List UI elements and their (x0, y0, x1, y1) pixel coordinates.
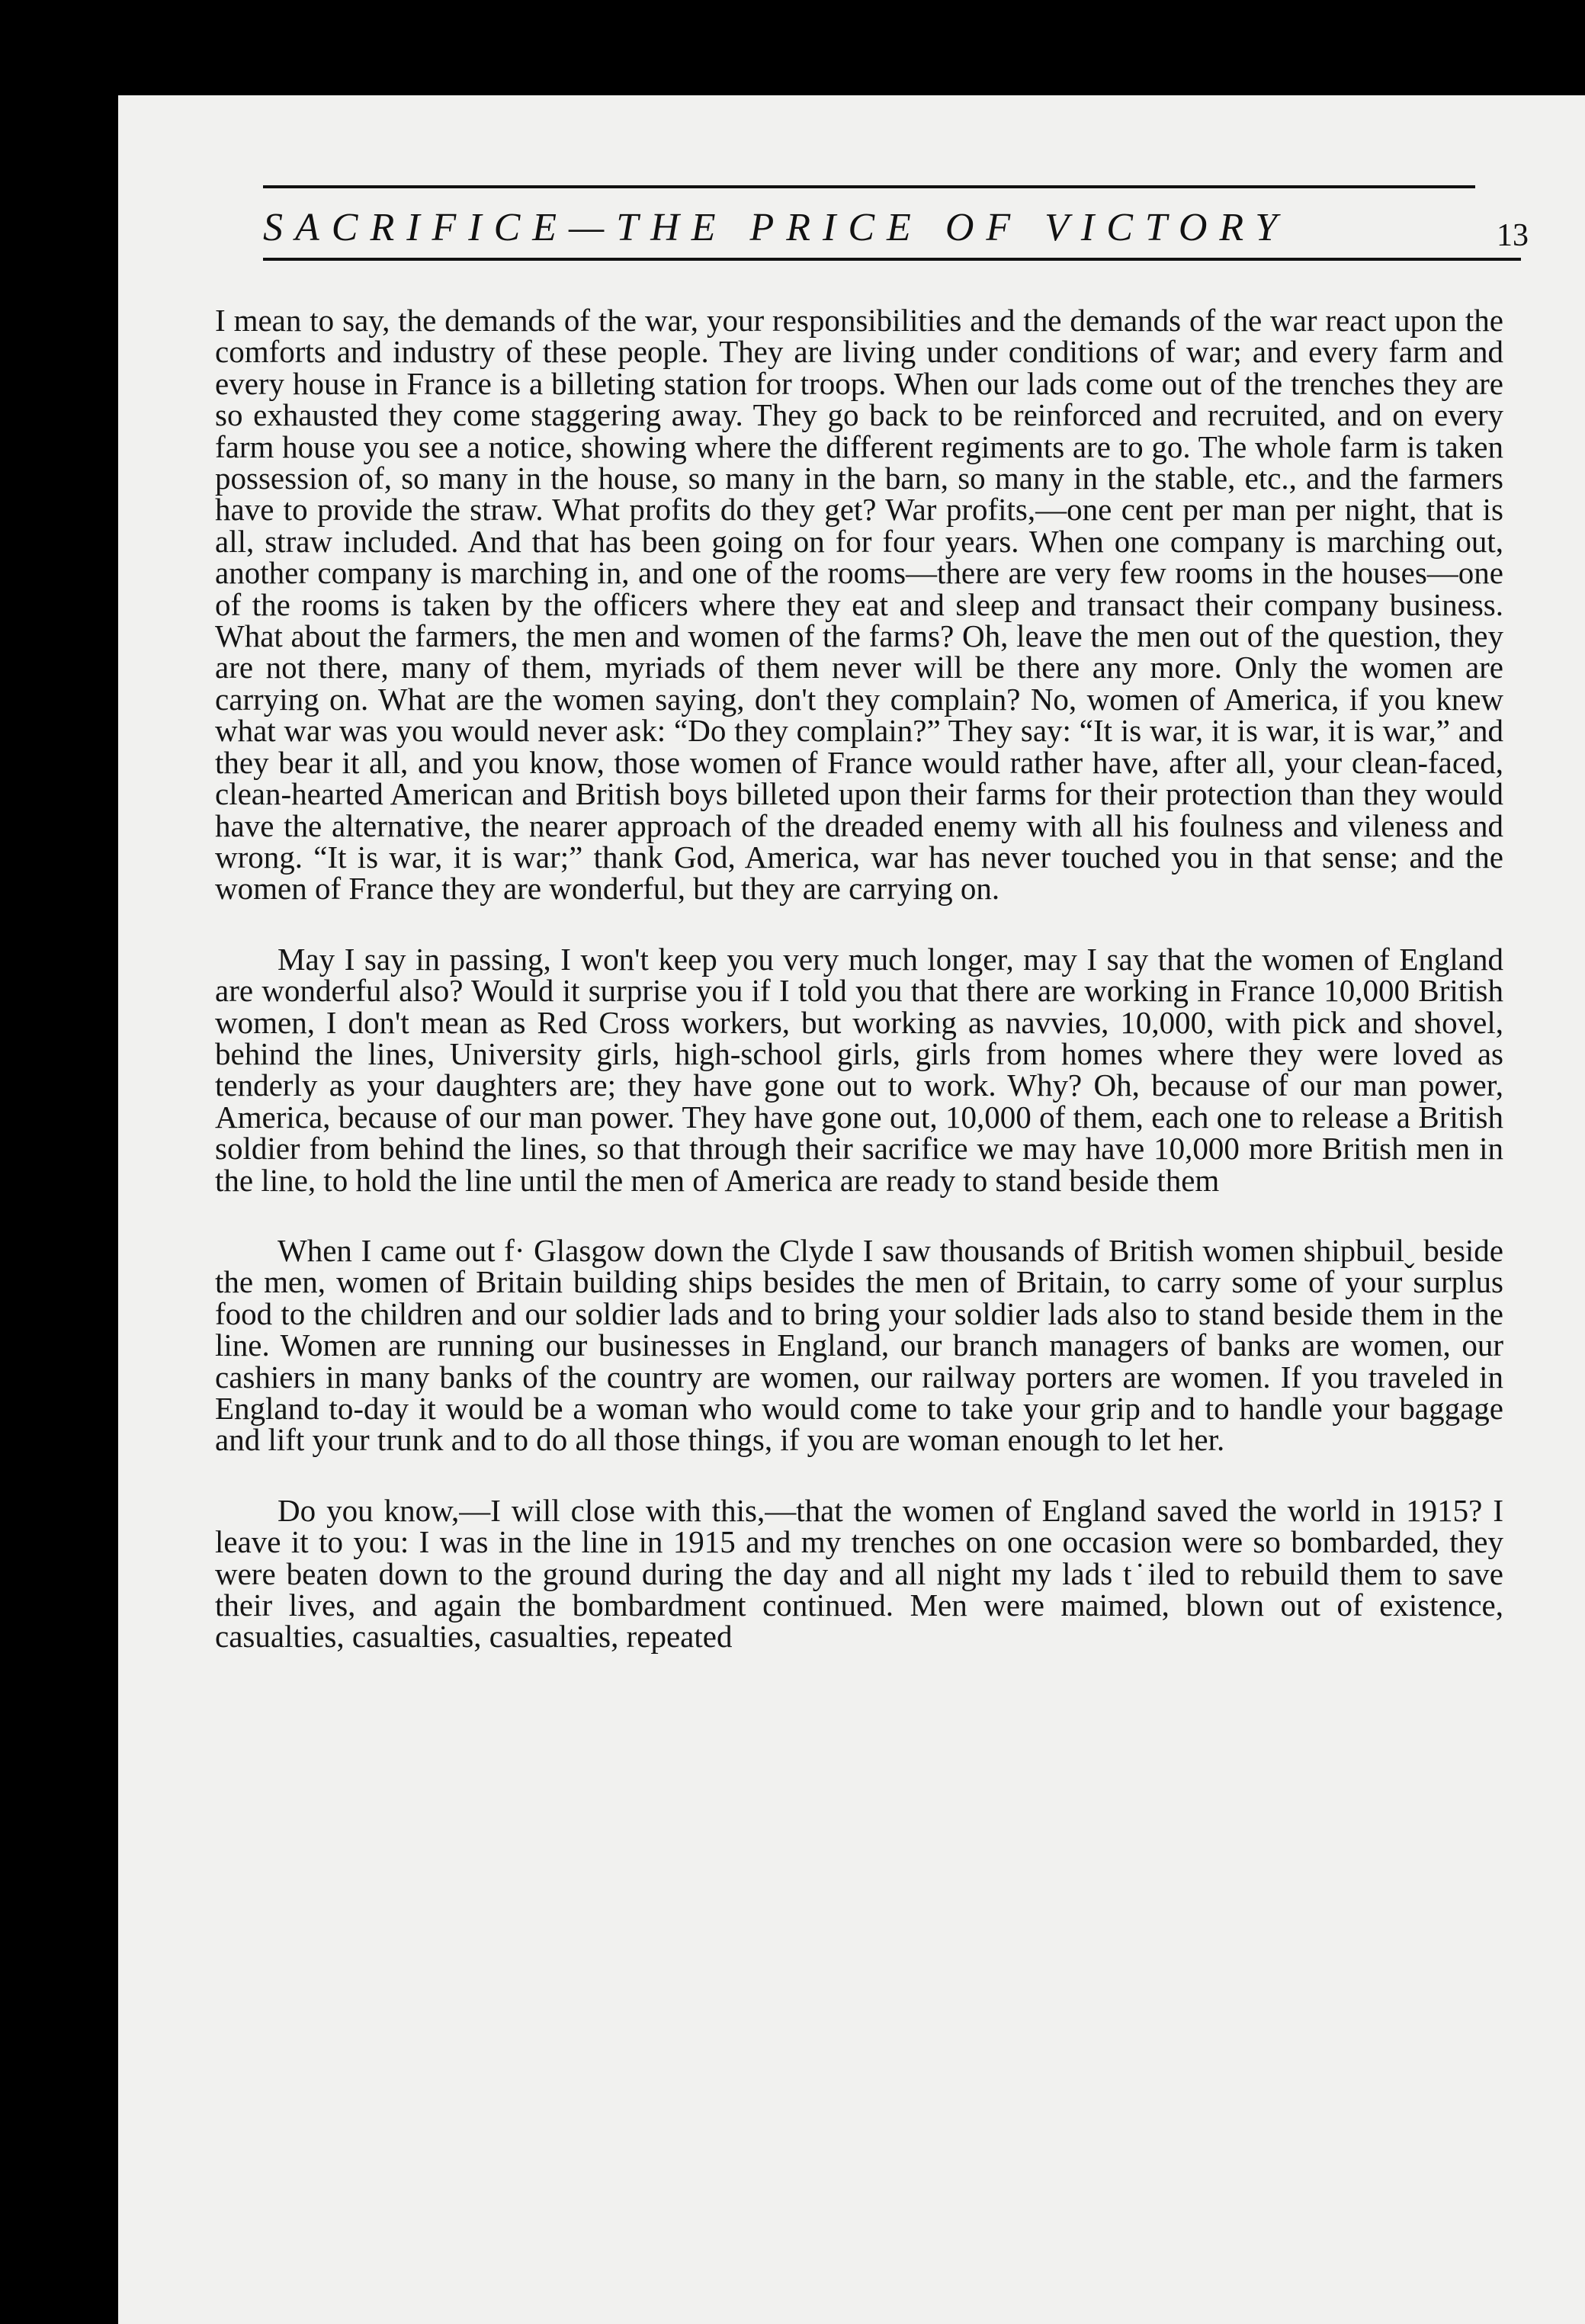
header-bottom-rule (263, 258, 1521, 261)
running-title: SACRIFICE—THE PRICE OF VICTORY (263, 206, 1290, 249)
page-header (263, 185, 1529, 261)
body-text (215, 305, 1503, 1692)
page-number: 13 (1497, 218, 1529, 253)
paragraph-4: Do you know,—I will close with this,—that the women of England saved the world in 1915? I leave it to you: I was in the line in 1915 and my trenches on one occasion were so bombarded, they were beaten down to the ground during the day and all night my lads t˙iled to rebuild them to save their lives, and again the bombardment continued. Men were maimed, blown out of existence, casualties, casualties, casualties, repeated (215, 1492, 1503, 1655)
header-top-rule (263, 185, 1475, 188)
paragraph-2: May I say in passing, I won't keep you very much longer, may I say that the women of England are wonderful also? Would it surprise you if I told you that there are working in France 10,000 British women, I don't mean as Red Cross workers, but working as navvies, 10,000, with pick and shovel, behind the lines, University girls, high-school girls, girls from homes where they were loved as tenderly as your daughters are; they have gone out to work. Why? Oh, because of our man power, America, because of our man power. They have gone out, 10,000 of them, each one to release a British soldier from behind the lines, so that through their sacrifice we may have 10,000 more British men in the line, to hold the line until the men of America are ready to stand beside them (215, 941, 1503, 1198)
paragraph-3: When I came out f· Glasgow down the Clyde I saw thousands of British women shipbuilˬ beside the men, women of Britain building ships besides the men of Britain, to carry some of your surplus food to the children and our soldier lads and to bring your soldier lads also to stand beside them in the line. Women are running our businesses in England, our branch managers of banks are women, our cashiers in many banks of the country are women, our railway porters are women. If you traveled in England to-day it would be a woman who would come to take your grip and to handle your baggage and lift your trunk and to do all those things, if you are woman enough to let her. (215, 1232, 1503, 1458)
paragraph-1: I mean to say, the demands of the war, your responsibilities and the demands of the war react upon the comforts and industry of these people. They are living under conditions of war; and every farm and every house in France is a billeting station for troops. When our lads come out of the trenches they are so exhausted they come staggering away. They go back to be reinforced and recruited, and on every farm house you see a notice, showing where the different regiments are to go. The whole farm is taken possession of, so many in the house, so many in the barn, so many in the stable, etc., and the farmers have to provide the straw. What profits do they get? War profits,—one cent per man per night, that is all, straw included. And that has been going on for four years. When one company is marching out, another company is marching in, and one of the rooms—there are very few rooms in the houses—one of the rooms is taken by the officers where they eat and sleep and transact their company business. What about the farmers, the men and women of the farms? Oh, leave the men out of the question, they are not there, many of them, myriads of them never will be there any more. Only the women are carrying on. What are the women saying, don't they complain? No, women of America, if you knew what war was you would never ask: “Do they complain?” They say: “It is war, it is war, it is war,” and they bear it all, and you know, those women of France would rather have, after all, your clean-faced, clean-hearted American and British boys billeted upon their farms for their protection than they would have the alternative, the nearer approach of the dreaded enemy with all his foulness and vileness and wrong. “It is war, it is war;” thank God, America, war has never touched you in that sense; and the women of France they are wonderful, but they are carrying on. (215, 303, 1503, 907)
book-page (118, 95, 1585, 2324)
